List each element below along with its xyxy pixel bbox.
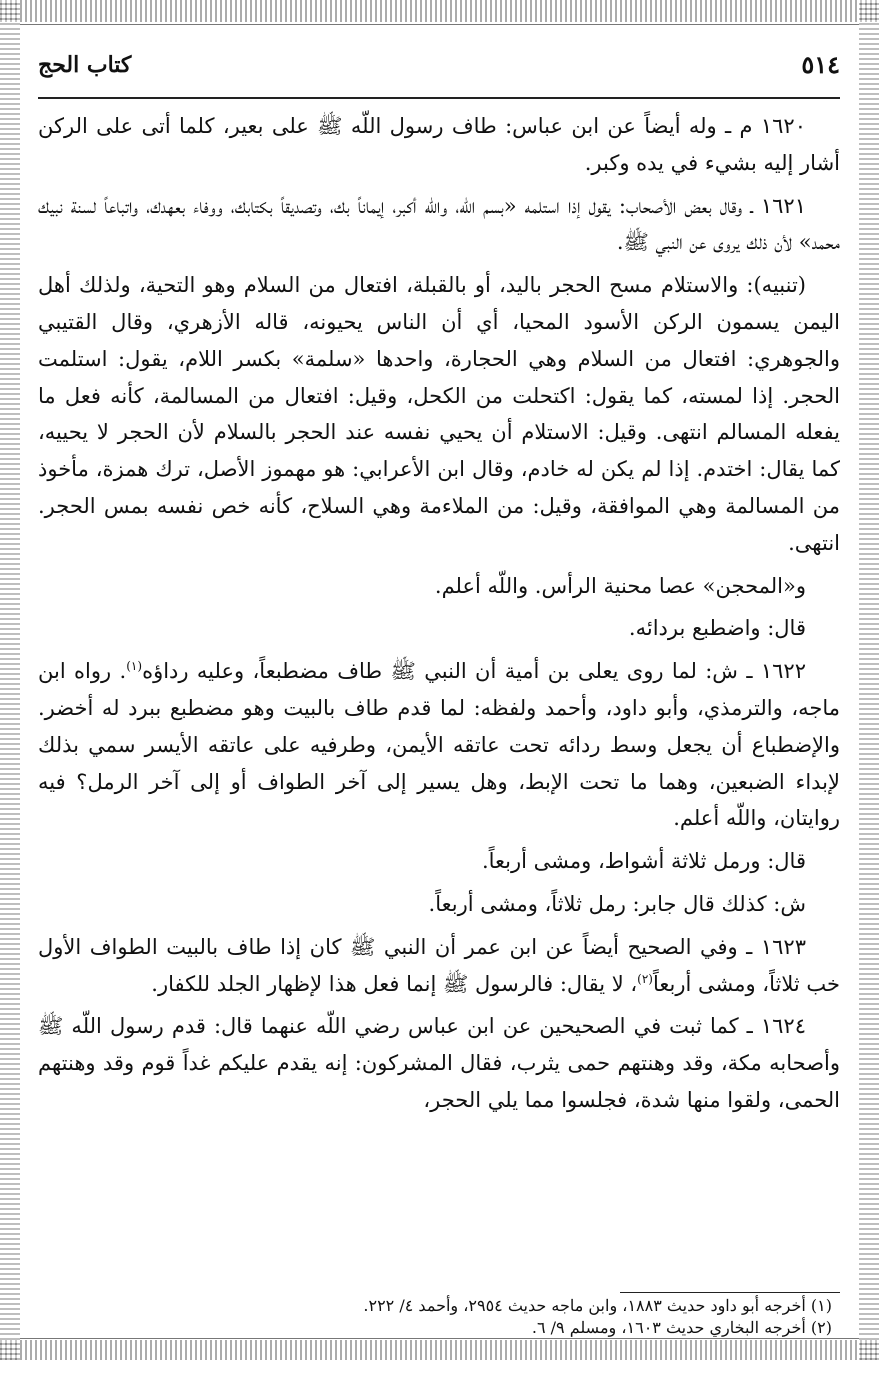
page-number: ٥١٤ <box>801 50 840 79</box>
page-header <box>38 50 840 90</box>
paragraph-mihjan: و«المحجن» عصا محنية الرأس. واللّه أعلم. <box>434 573 806 598</box>
book-title: كتاب الحج <box>38 52 132 78</box>
decorative-border-top <box>0 0 879 22</box>
paragraph-1622 <box>38 653 840 837</box>
footnote-marker-1[interactable]: (١) <box>126 659 143 674</box>
paragraph-1620: ١٦٢٠ م ـ وله أيضاً عن ابن عباس: طاف رسول اللّه ﷺ على بعير، كلما أتى على الركن أشار إليه بشيء في يده وكبر. <box>38 114 840 175</box>
footnote-marker-2[interactable]: (٢) <box>637 971 653 986</box>
header-divider <box>38 97 840 99</box>
inner-border-top <box>20 24 859 25</box>
decorative-border-left <box>0 0 20 1360</box>
paragraph-idtiba: قال: واضطبع بردائه. <box>628 616 806 641</box>
paragraph-1624: ١٦٢٤ ـ كما ثبت في الصحيحين عن ابن عباس رضي اللّه عنهما قال: قدم رسول اللّه ﷺ وأصحابه مكة، وقد وهنتهم حمى يثرب، فقال المشركون: إنه يقدم عليكم غداً قوم وقد وهنتهم الحمى، ولقوا منها شدة، فجلسوا مما يلي الحجر، <box>38 1014 840 1112</box>
paragraph-1622-continuation: . رواه ابن ماجه، والترمذي، وأبو داود، وأحمد ولفظه: لما قدم طاف بالبيت وهو مضطبع ببرد له أخضر. والإضطباع أن يجعل وسط ردائه تحت عاتقه الأيمن، وطرفيه على عاتقه الأيسر سمي بذلك لإبداء الضبعين، وهما ما تحت الإبط، وهل يسير إلى آخر الطواف أو إلى آخر الرمل؟ فيه روايتان، واللّه أعلم. <box>38 659 840 831</box>
paragraph-1621: ١٦٢١ ـ وقال بعض الأصحاب: يقول إذا استلمه «بسم اللّه، واللّه أكبر، إيماناً بك، وتصديقاً بكتابك، ووفاء بعهدك، واتباعاً لسنة نبيك محمد» لأن ذلك يروى عن النبي ﷺ. <box>38 193 840 255</box>
paragraph-raml: قال: ورمل ثلاثة أشواط، ومشى أربعاً. <box>481 849 806 874</box>
footnotes <box>38 1296 840 1340</box>
footnote-2: (٢) أخرجه البخاري حديث ١٦٠٣، ومسلم ٩/ ٦. <box>531 1318 832 1337</box>
paragraph-jabir: ش: كذلك قال جابر: رمل ثلاثاً، ومشى أربعاً. <box>428 891 806 916</box>
footnote-divider <box>620 1292 840 1293</box>
paragraph-1622-start: ١٦٢٢ ـ ش: لما روى يعلى بن أمية أن النبي ﷺ طاف مضطبعاً، وعليه رداؤه <box>142 659 806 684</box>
paragraph-note-istilam: (تنبيه): والاستلام مسح الحجر باليد، أو بالقبلة، افتعال من السلام وهو التحية، ولذلك أهل اليمن يسمون الركن الأسود المحيا، أي أن الناس يحيونه، قاله الأزهري، وقال القتيبي والجوهري: افتعال من السلام وهي الحجارة، واحدها «سلمة» بكسر اللام، يقول: استلمت الحجر. إذا لمسته، كما يقول: اكتحلت من الكحل، وقيل: افتعال من المسالمة، كأنه فعل ما يفعله المسالم انتهى. وقيل: الاستلام أن يحيي نفسه عند الحجر بالسلام لأن الحجر لا يحييه، كما يقال: اختدم. إذا لم يكن له خادم، وقال ابن الأعرابي: هو مهموز الأصل، ترك همزة، مأخوذ من المسالمة وهي الموافقة، وقيل: من الملاءمة وهي السلاح، كأنه خص نفسه بمس الحجر. انتهى. <box>38 273 840 555</box>
decorative-border-bottom <box>0 1340 879 1360</box>
paragraph-1623 <box>38 929 840 1003</box>
footnote-1: (١) أخرجه أبو داود حديث ١٨٨٣، وابن ماجه حديث ٢٩٥٤، وأحمد ٤/ ٢٢٢. <box>363 1296 832 1315</box>
decorative-border-right <box>859 0 879 1360</box>
main-text <box>38 108 840 1125</box>
paragraph-1623-start: ١٦٢٣ ـ وفي الصحيح أيضاً عن ابن عمر أن النبي ﷺ كان إذا طاف بالبيت الطواف الأول خب ثلاثاً، ومشى أربعاً <box>38 934 840 996</box>
paragraph-1623-continuation: ، لا يقال: فالرسول ﷺ إنما فعل هذا لإظهار الجلد للكفار. <box>151 971 638 996</box>
